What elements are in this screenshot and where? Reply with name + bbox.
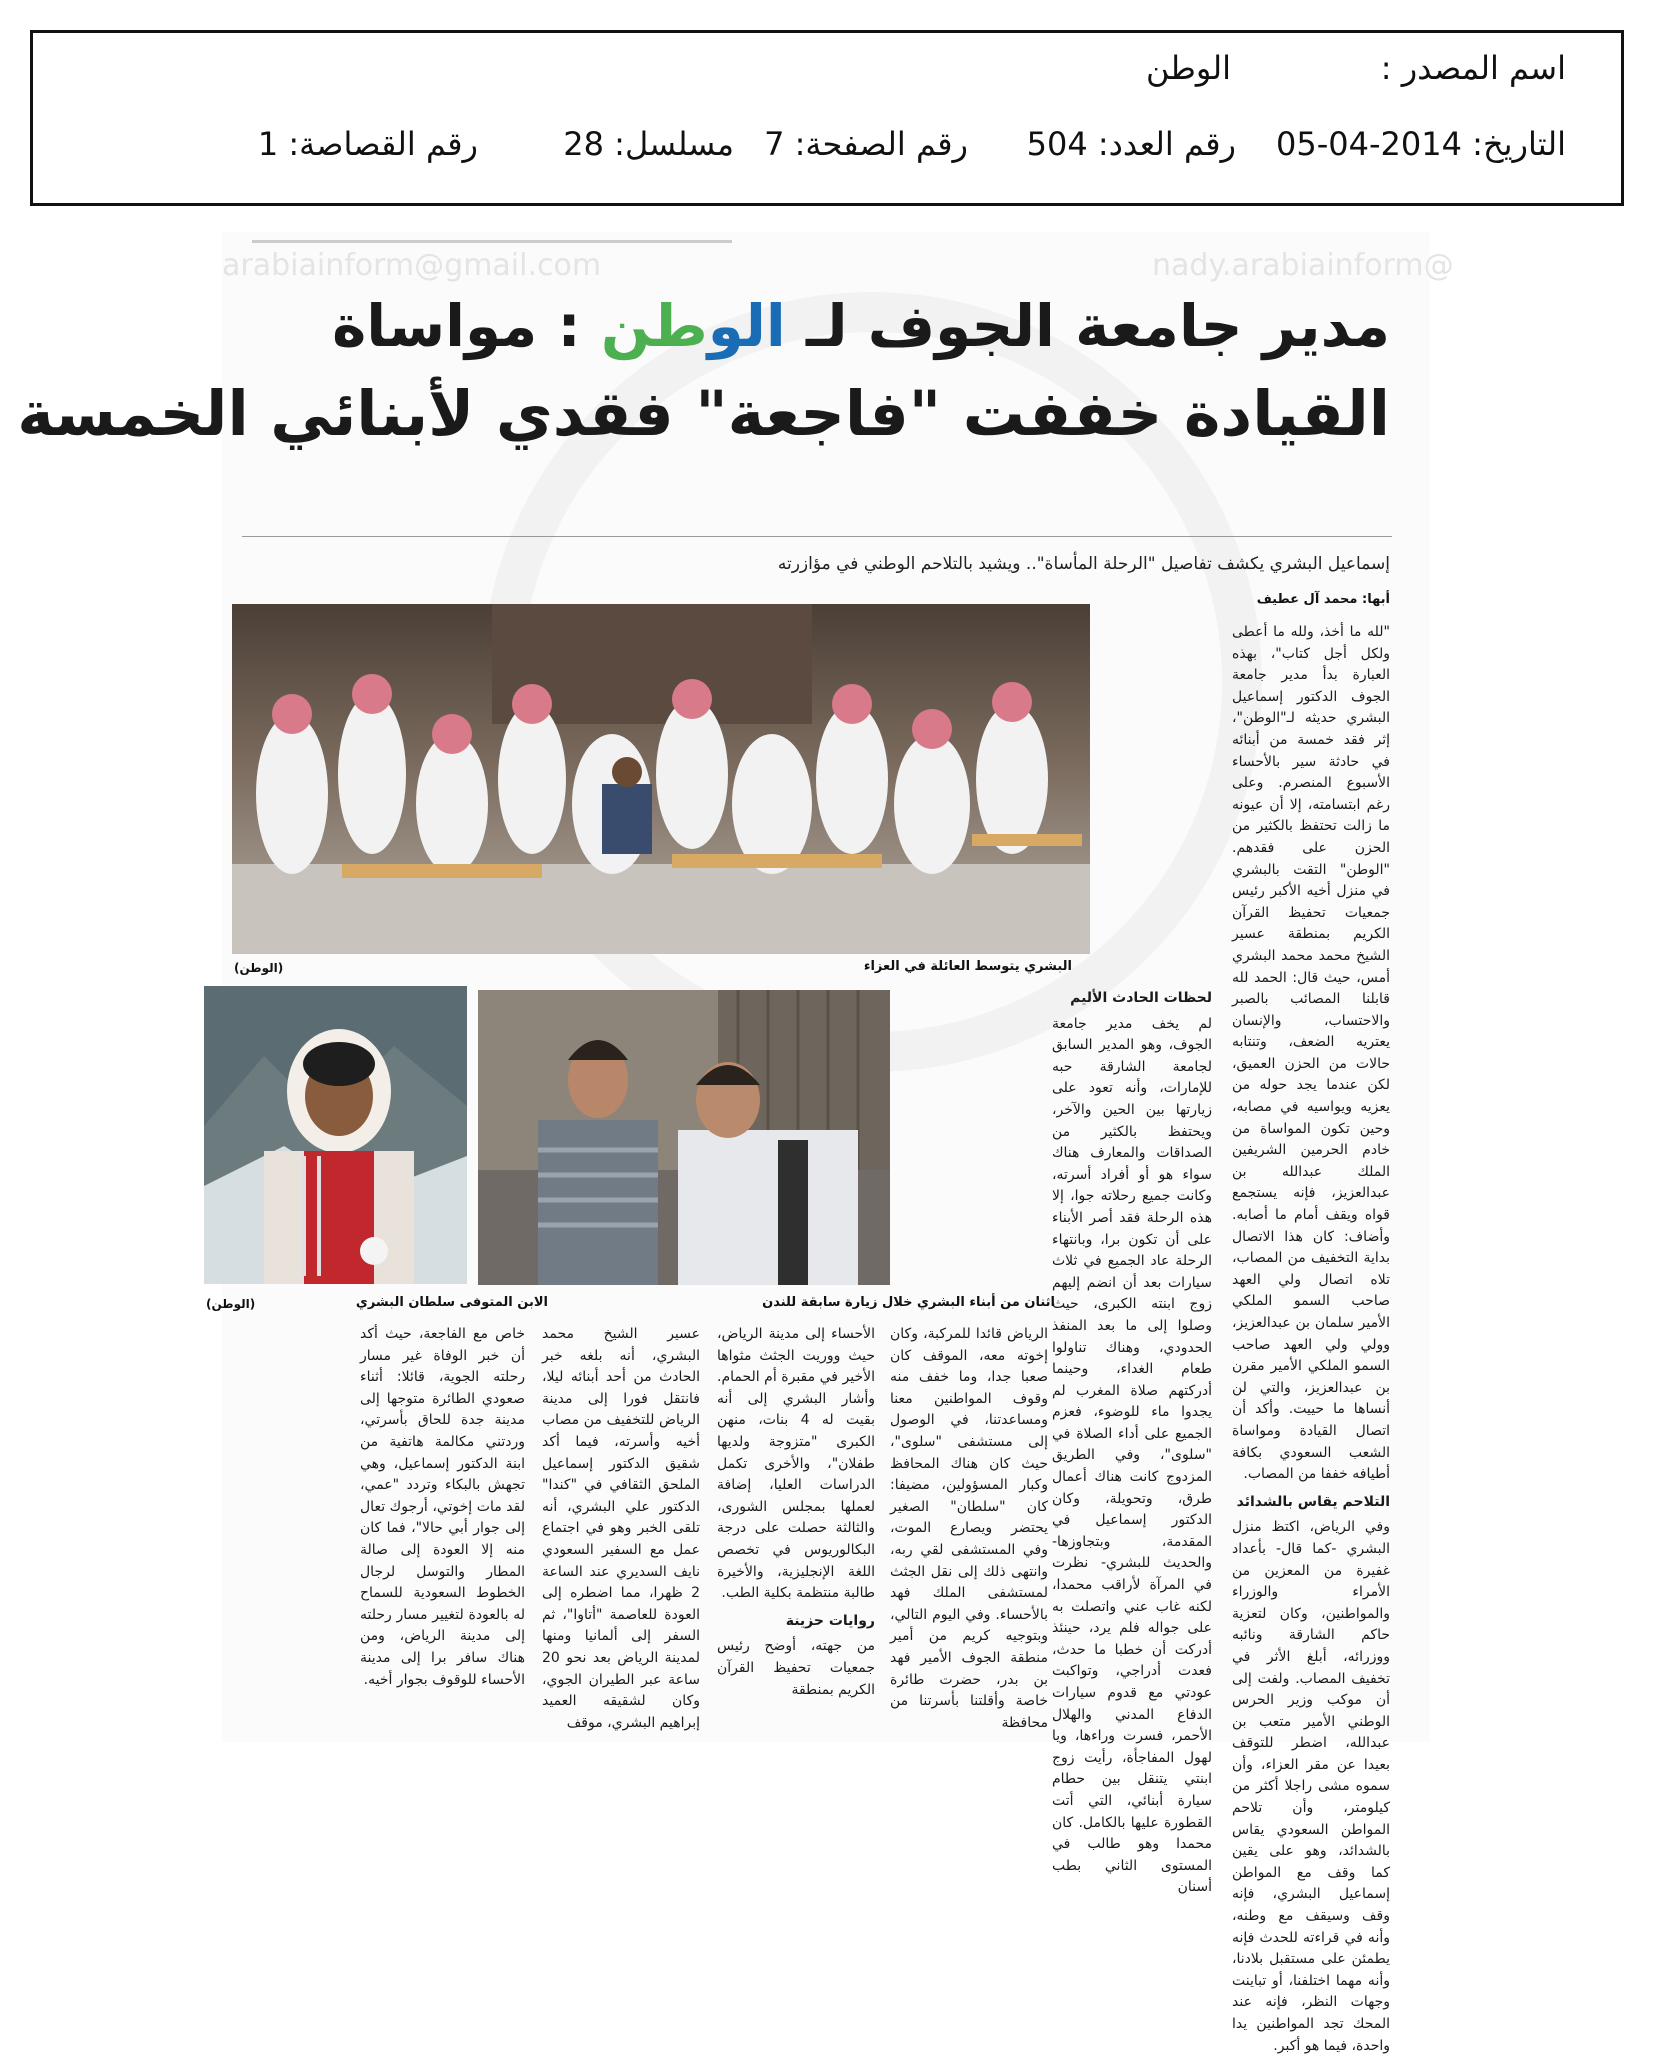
column-2-text: لم يخف مدير جامعة الجوف، وهو المدير السابق لجامعة الشارقة حبه للإمارات، وأنه تعود على زيارتها بين الحين والآخر، ويحتفظ بالكثير من الصداقات والمعارف هناك سواء هو أو أفراد أسرته، وكانت جميع رحلاته جوا، إلا هذه الرحلة فقد أصر الأبناء على أن تكون برا، وبانتهاء الرحلة عاد الجميع في ثلاث سيارات بعد أن انضم إليهم زوج ابنته الكبرى، حيث وصلوا إلى ما بعد المنفذ الحدودي، وهناك تناولوا طعام الغداء، وحينما أدركتهم صلاة المغرب لم يجدوا ماء للوضوء، فعزم الجميع على أداء الصلاة في "سلوى"، وفي الطريق المزدوج كانت هناك أعمال طرق، وتحويلة، وكان الدكتور إسماعيل في المقدمة، وبتجاوزها- والحديث للبشري- نظرت في المرآة لأراقب محمدا، لكنه غاب عني واتصلت به على جواله فلم يرد، حينئذ أدركت أن خطبا ما حدث، فعدت أدراجي، وتواكبت عودتي مع قدوم سيارات الدفاع المدني والهلال الأحمر، فسرت وراءها، ويا لهول المفاجأة، رأيت زوج ابنتي يتنقل بين حطام سيارة أبنائي، التي أتت القطورة عليها بالكامل. كان محمدا وهو طالب في المستوى الثاني بطب أسنان xyxy=(1052,1015,1212,1896)
top-rule xyxy=(252,240,732,243)
column-6-text: خاص مع الفاجعة، حيث أكد أن خبر الوفاة غير مسار رحلته الجوية، قائلا: أثناء صعودي الطائرة متوجها إلى مدينة جدة للحاق بأسرتي، وردتني مكالمة هاتفية من ابنة الدكتور إسماعيل، وهي تجهش بالبكاء وتردد "عمي، لقد مات إخوتي، أرجوك تعال إلى جوار أبي حالا"، فما كان منه إلا العودة إلى صالة المطار والتوسل لرجال الخطوط السعودية للسماح له بالعودة لتغيير مسار رحلته إلى مدينة الرياض، ومن هناك سافر برا إلى مدينة الأحساء للوقوف بجوار أخيه. xyxy=(360,1326,525,1688)
source-value: الوطن xyxy=(1146,49,1231,87)
page-label: رقم الصفحة: 7 xyxy=(764,125,968,163)
watermark-right: nady.arabiainform@ xyxy=(1152,248,1454,283)
column-5-text: عسير الشيخ محمد البشري، أنه بلغه خبر الحادث من أحد أبنائه ليلا، فانتقل فورا إلى مدينة الرياض للتخفيف من مصاب أخيه وأسرته، فيما أكد شقيق الدكتور إسماعيل الملحق الثقافي في "كندا" الدكتور علي البشري، أنه تلقى الخبر وهو في اجتماع عمل مع السفير السعودي نايف السديري عند الساعة 2 ظهرا، مما اضطره إلى العودة للعاصمة "أتاوا"، ثم السفر إلى ألمانيا ومنها لمدينة الرياض بعد نحو 20 ساعة عبر الطيران الجوي، وكان لشقيقه العميد إبراهيم البشري، موقف xyxy=(542,1326,700,1731)
article-column-2 xyxy=(1052,982,1212,1896)
serial-label: مسلسل: 28 xyxy=(563,125,734,163)
article-column-1 xyxy=(1232,622,1390,2054)
article-column-3 xyxy=(890,1324,1048,1744)
photo-family-caption: البشري يتوسط العائلة في العزاء xyxy=(863,959,1072,974)
clipping-header-box xyxy=(30,30,1624,206)
headline-part-1: مدير جامعة الجوف لـ xyxy=(805,292,1390,360)
alwatan-logo: الوطن xyxy=(600,292,786,360)
photo-sultan-credit: (الوطن) xyxy=(206,1297,256,1311)
byline: أبها: محمد آل عطيف xyxy=(1256,592,1390,607)
article-column-5 xyxy=(542,1324,700,1744)
photo-sultan-albishri xyxy=(204,986,467,1284)
clip-number-label: رقم القصاصة: 1 xyxy=(257,125,478,163)
article-column-4 xyxy=(717,1324,875,1744)
column-3-text: الرياض قائدا للمركبة، وكان إخوته معه، الموقف كان صعبا جدا، وما خفف منه وقوف المواطنين معنا ومساعدتنا، في الوصول إلى مستشفى "سلوى"، حيث كان هناك المحافظ وكبار المسؤولين، مضيفا: كان "سلطان" الصغير يحتضر ويصارع الموت، وفي المستشفى لقي ربه، وانتهى ذلك إلى نقل الجثث لمستشفى الملك فهد بالأحساء. وفي اليوم التالي، وبتوجيه كريم من أمير منطقة الجوف الأمير فهد بن بدر، حضرت طائرة خاصة وأقلتنا بأسرتنا من محافظة xyxy=(890,1326,1048,1731)
source-label: اسم المصدر : xyxy=(1380,49,1566,87)
photo-two-sons-london xyxy=(478,990,890,1285)
column-1-subheading: التلاحم يقاس بالشدائد xyxy=(1236,1493,1390,1510)
headline-line-2: القيادة خففت "فاجعة" فقدي لأبنائي الخمسة xyxy=(17,377,1390,450)
article-column-6 xyxy=(360,1324,525,1744)
column-4-text: الأحساء إلى مدينة الرياض، حيث ووريت الجثث مثواها الأخير في مقبرة أم الحمام. وأشار البشري إلى أنه بقيت له 4 بنات، منهن الكبرى "متزوجة ولديها طفلان"، والأخرى تكمل الدراسات العليا، إضافة لعملها بمجلس الشورى، والثالثة حصلت على درجة البكالوريوس في تخصص اللغة الإنجليزية، والأخيرة طالبة منتظمة بكلية الطب. xyxy=(717,1326,875,1602)
headline-part-2: : مواساة xyxy=(332,292,581,360)
photo-two-sons-image xyxy=(478,990,890,1285)
photo-two-sons-caption: اثنان من أبناء البشري خلال زيارة سابقة للندن xyxy=(762,1295,1055,1310)
column-1-text-2: وفي الرياض، اكتظ منزل البشري -كما قال- بأعداد غفيرة من المعزين من الأمراء والوزراء والمواطنين، وكان لتعزية حاكم الشارقة ونائبه ووزرائه، أبلغ الأثر في تخفيف المصاب. ولفت إلى أن موكب وزير الحرس الوطني الأمير متعب بن عبدالله، اضطر للتوقف بعيدا عن مقر العزاء، وأن سموه مشى راجلا أكثر من كيلومتر، وأن تلاحم المواطن السعودي يقاس بالشدائد، وهو على يقين كما وقف مع المواطن إسماعيل البشري، فإنه وقف وسيقف مع وطنه، وأنه في قراءته للحدث فإنه يطمئن على مستقبل بلادنا، وأنه مهما اختلفنا، أو تباينت وجهات النظر، فإنه عند المحك تجد المواطنين يدا واحدة، فيما هو أكبر. xyxy=(1232,1519,1390,2054)
photo-sultan-caption: الابن المتوفى سلطان البشري xyxy=(355,1295,548,1310)
column-4-text-2: من جهته، أوضح رئيس جمعيات تحفيظ القرآن الكريم بمنطقة xyxy=(717,1638,875,1698)
watermark-left: arabiainform@gmail.com xyxy=(222,248,602,283)
photo-sultan-image xyxy=(204,986,467,1284)
photo-family-gathering xyxy=(232,604,1090,954)
article-subhead: إسماعيل البشري يكشف تفاصيل "الرحلة المأساة".. ويشيد بالتلاحم الوطني في مؤازرته xyxy=(777,554,1390,574)
column-4-subheading: روايات حزينة xyxy=(785,1612,875,1629)
newspaper-clipping xyxy=(17,232,1454,2054)
photo-family-gathering-image xyxy=(232,604,1090,954)
headline-rule xyxy=(242,536,1392,537)
date-label: التاريخ: 2014-04-05 xyxy=(1276,125,1566,163)
issue-label: رقم العدد: 504 xyxy=(1026,125,1236,163)
column-2-subheading: لحظات الحادث الأليم xyxy=(1070,990,1212,1006)
column-1-text: "لله ما أخذ، ولله ما أعطى ولكل أجل كتاب"، بهذه العبارة بدأ مدير جامعة الجوف الدكتور إسماعيل البشري حديثه لـ"الوطن"، إثر فقد خمسة من أبنائه في حادثة سير بالأحساء الأسبوع المنصرم. وعلى رغم ابتسامته، إلا أن عيونه ما زالت تحتفظ بالكثير من الحزن على فقدهم. "الوطن" التقت بالبشري في منزل أخيه الأكبر رئيس جمعيات تحفيظ القرآن الكريم بمنطقة عسير الشيخ محمد محمد البشري أمس، حيث قال: الحمد لله قابلنا المصائب بالصبر والاحتساب، والإنسان يعتريه الضعف، وتنتابه حالات من الحزن العميق، لكن عندما يجد حوله من يعزيه ويواسيه في مصابه، وحين تكون المواساة من خادم الحرمين الشريفين الملك عبدالله بن عبدالعزيز، فإنه يستجمع قواه ويقف أمام ما أصابه. وأضاف: كان هذا الاتصال بداية التخفيف من المصاب، تلاه اتصال ولي العهد صاحب السمو الملكي الأمير سلمان بن عبدالعزيز، وولي ولي العهد صاحب السمو الملكي الأمير مقرن بن عبدالعزيز، والتي لن أنساها ما حييت. وأكد أن اتصال القيادة ومواساة الشعب السعودي بكافة أطيافه خففا من المصاب. xyxy=(1232,624,1390,1483)
headline-line-1 xyxy=(332,292,1390,360)
photo-family-credit: (الوطن) xyxy=(234,961,284,975)
